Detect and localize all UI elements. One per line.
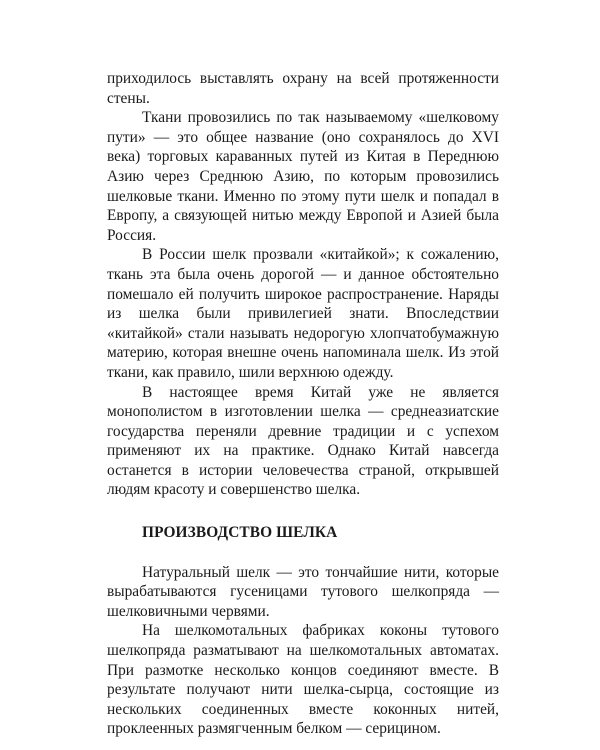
paragraph: На шелкомотальных фабриках коконы тутового шелкопряда разматывают на шелкомотальных автоматах. При размотке несколько концов соединяют вместе. В результате получают нити шелка-сырца, состоящие из нескольких соединенных вместе коконных нитей, проклеенных размягченным белком — серицином. [107, 622, 499, 738]
paragraph: Ткани провозились по так называемому «шелковому пути» — это общее название (оно сохранялось до XVI века) торговых караванных путей из Китая в Переднюю Азию через Среднюю Азию, по которым провозились шелковые ткани. Именно по этому пути шелк и попадал в Европу, а связующей нитью между Европой и Азией была Россия. [107, 109, 499, 244]
paragraph: приходилось выставлять охрану на всей протяженности стены. [107, 70, 499, 107]
paragraph: В настоящее время Китай уже не является монополистом в изготовлении шелка — среднеазиатские государства переняли древние традиции и с успехом применяют их на практике. Однако Китай навсегда останется в истории человечества страной, открывшей людям красоту и совершенство шелка. [107, 383, 499, 499]
paragraph: В России шелк прозвали «китайкой»; к сожалению, ткань эта была очень дорогой — и данное обстоятельно помешало ей получить широкое распространение. Наряды из шелка были привилегией знати. Впоследствии «китайкой» стали называть недорогую хлопчатобумажную материю, которая внешне очень напоминала шелк. Из этой ткани, как правило, шили верхнюю одежду. [107, 246, 499, 381]
paragraph: Натуральный шелк — это тончайшие нити, которые вырабатываются гусеницами тутового шелкопряда — шелковичными червями. [107, 563, 499, 620]
document-page [107, 69, 499, 739]
section-heading: ПРОИЗВОДСТВО ШЕЛКА [142, 524, 338, 542]
